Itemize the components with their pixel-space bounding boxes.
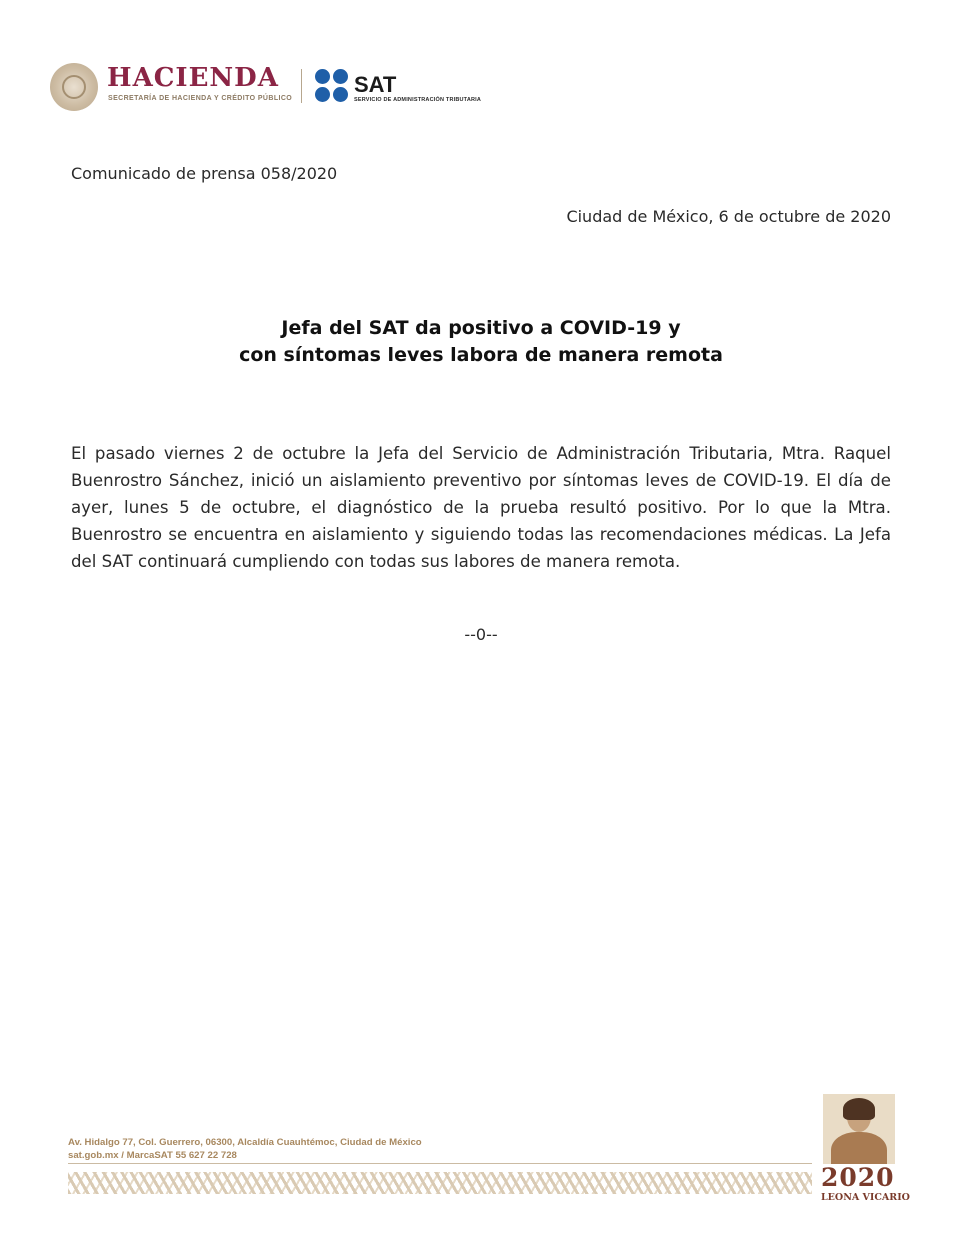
hacienda-subtitle: SECRETARÍA DE HACIENDA Y CRÉDITO PÚBLICO — [108, 95, 293, 102]
year-label: 2020 — [821, 1163, 895, 1192]
footer-address: Av. Hidalgo 77, Col. Guerrero, 06300, Alcaldía Cuauhtémoc, Ciudad de México — [68, 1137, 422, 1148]
release-number: Comunicado de prensa 058/2020 — [71, 164, 338, 183]
headline-line-2: con síntomas leves labora de manera remota — [239, 344, 723, 366]
letterhead — [48, 60, 488, 112]
hacienda-logo-text: HACIENDA — [107, 63, 279, 93]
headline-line-1: Jefa del SAT da positivo a COVID-19 y — [281, 317, 681, 339]
national-seal-icon — [50, 63, 98, 111]
body-paragraph: El pasado viernes 2 de octubre la Jefa del Servicio de Administración Tributaria, Mtra. Raquel Buenrostro Sánchez, inició un aislamiento preventivo por síntomas leves de COVID-19. El día de ayer, lunes 5 de octubre, el diagnóstico de la prueba resultó positivo. Por lo que la Mtra. Buenrostro se encuentra en aislamiento y siguiendo todas las recomendaciones médicas. La Jefa del SAT continuará cumpliendo con todas sus labores de manera remota. — [71, 444, 891, 571]
logo-divider — [301, 69, 302, 103]
place-date: Ciudad de México, 6 de octubre de 2020 — [566, 207, 891, 226]
sat-logo-text: SAT — [354, 72, 397, 97]
closing-mark: --0-- — [464, 625, 498, 644]
sat-subtitle: SERVICIO DE ADMINISTRACIÓN TRIBUTARIA — [354, 97, 482, 103]
sat-logo-icon — [315, 69, 349, 103]
footer-web: sat.gob.mx / MarcaSAT 55 627 22 728 — [68, 1150, 237, 1161]
footer-decorative-pattern — [68, 1172, 812, 1194]
year-name: LEONA VICARIO — [821, 1192, 910, 1203]
leona-vicario-portrait-icon — [823, 1094, 895, 1164]
footer-divider — [68, 1163, 812, 1164]
